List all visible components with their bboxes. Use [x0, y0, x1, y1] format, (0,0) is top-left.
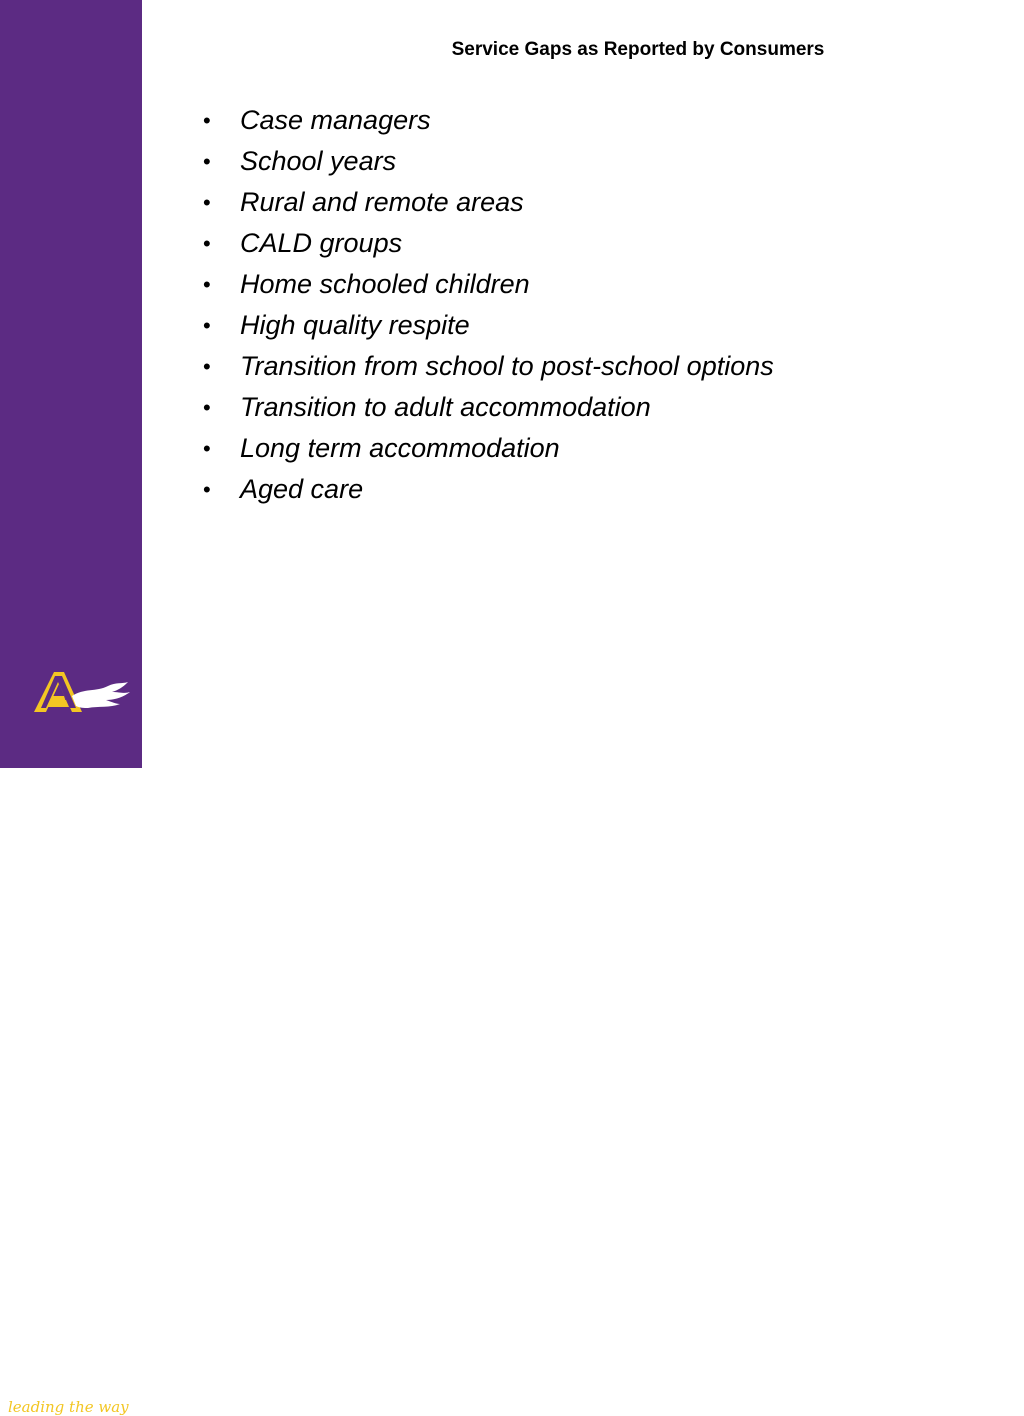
bullet-glyph: •	[203, 436, 211, 461]
sidebar-band	[0, 0, 142, 768]
bullet-item	[200, 264, 774, 305]
bullet-text: School years	[240, 146, 397, 176]
bullet-text: Rural and remote areas	[240, 187, 524, 217]
bullet-item	[200, 223, 774, 264]
bullet-glyph: •	[203, 149, 211, 174]
logo-emblem-icon	[0, 662, 142, 768]
bullet-glyph: •	[203, 354, 211, 379]
bullet-glyph: •	[203, 231, 211, 256]
bullet-item	[200, 305, 774, 346]
bullet-text: Transition from school to post-school options	[240, 351, 774, 381]
bullet-text: Transition to adult accommodation	[240, 392, 651, 422]
bullet-text: Case managers	[240, 105, 431, 135]
bullet-text: Aged care	[240, 474, 364, 504]
bullet-glyph: •	[203, 313, 211, 338]
bullet-text: High quality respite	[240, 310, 470, 340]
bullet-item	[200, 469, 774, 510]
bullet-item	[200, 182, 774, 223]
bullet-item	[200, 428, 774, 469]
logo-name: AUTISM SA	[9, 1376, 106, 1395]
bullet-glyph: •	[203, 477, 211, 502]
bullet-list	[200, 100, 774, 510]
bullet-glyph: •	[203, 395, 211, 420]
bullet-text: CALD groups	[240, 228, 403, 258]
bullet-item	[200, 387, 774, 428]
bullet-glyph: •	[203, 272, 211, 297]
bullet-text: Long term accommodation	[240, 433, 560, 463]
bullet-item	[200, 100, 774, 141]
bullet-item	[200, 346, 774, 387]
slide-title: Service Gaps as Reported by Consumers	[451, 39, 825, 60]
bullet-item	[200, 141, 774, 182]
autism-sa-logo	[0, 662, 142, 1416]
bullet-glyph: •	[203, 108, 211, 133]
bullet-text: Home schooled children	[240, 269, 530, 299]
logo-tagline: leading the way	[8, 1398, 129, 1416]
bullet-glyph: •	[203, 190, 211, 215]
